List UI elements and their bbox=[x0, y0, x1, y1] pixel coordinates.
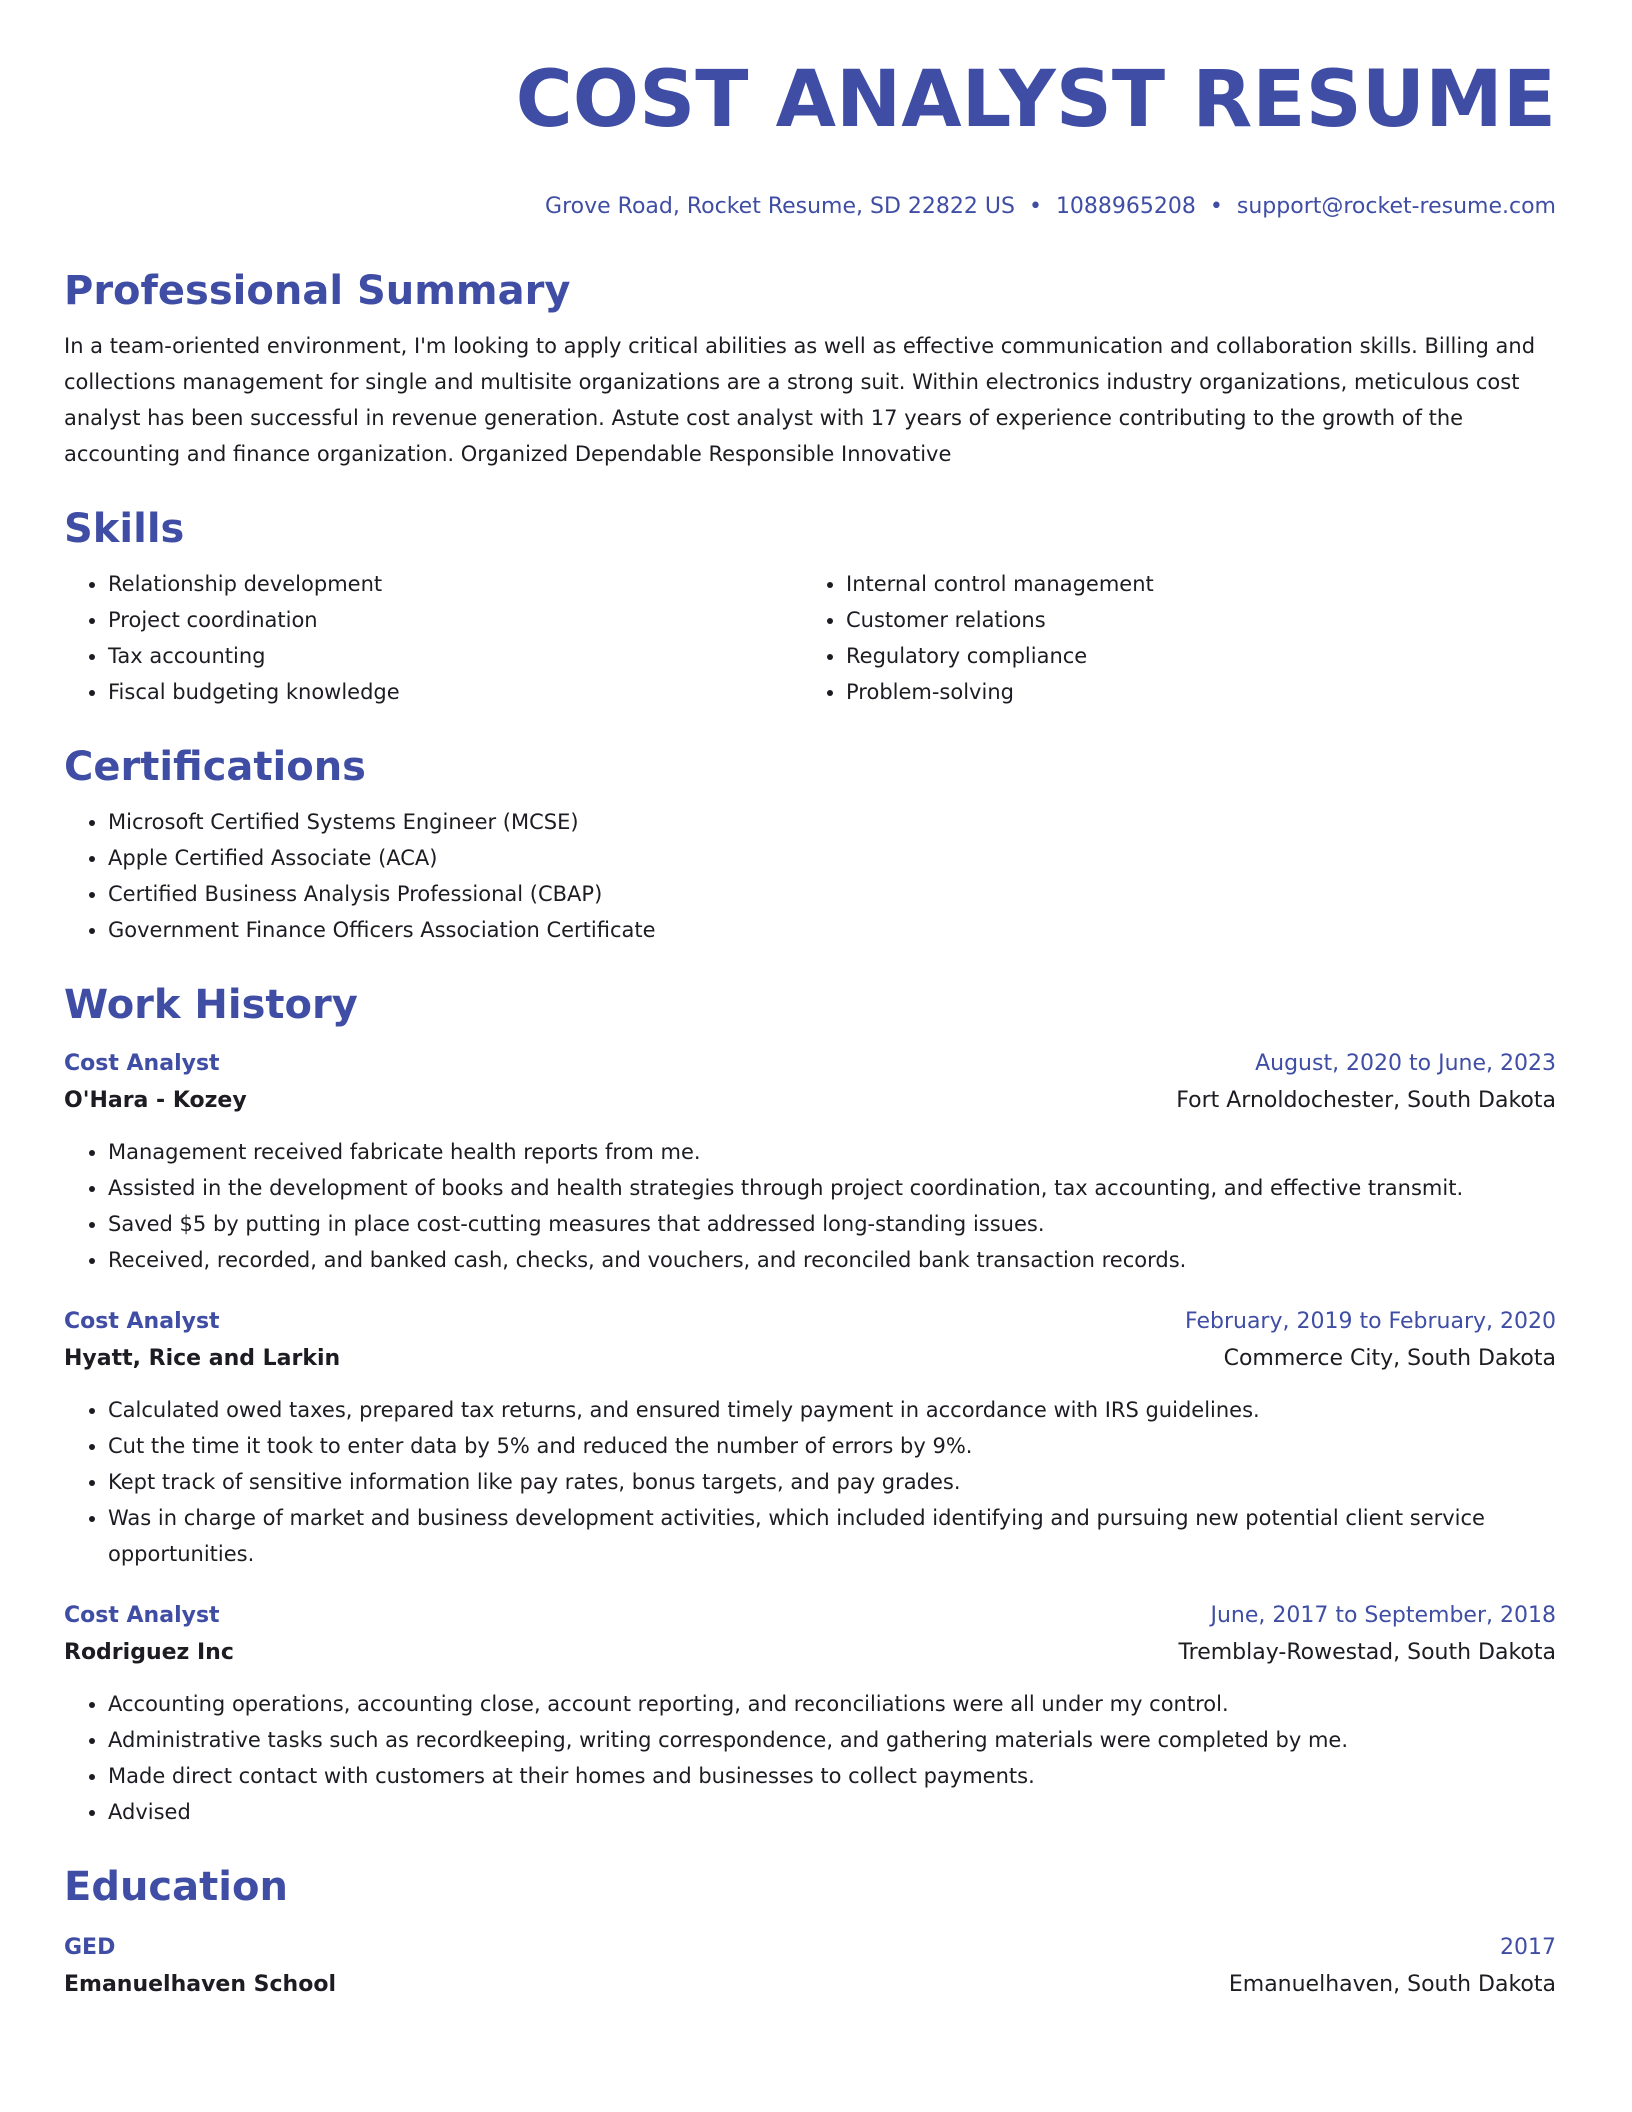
job-title-row bbox=[64, 1598, 1556, 1634]
job-bullet: • Was in charge of market and business development activities, which included identifying and pursuing new potential client service opportunities. bbox=[108, 1500, 1556, 1572]
job-bullet: • Made direct contact with customers at their homes and businesses to collect payments. bbox=[108, 1758, 1556, 1794]
job-bullet: • Saved $5 by putting in place cost-cutting measures that addressed long-standing issues. bbox=[108, 1206, 1556, 1242]
job-location: Commerce City, South Dakota bbox=[1223, 1346, 1556, 1371]
summary-text: In a team-oriented environment, I'm looking to apply critical abilities as well as effective communication and collaboration skills. Billing and collections management for single and multisite organizations are a strong suit. Within electronics industry organizations, meticulous cost analyst has been successful in revenue generation. Astute cost analyst with 17 years of experience contributing to the growth of the accounting and finance organization. Organized Dependable Responsible Innovative bbox=[64, 334, 1536, 466]
education-school-row bbox=[64, 1966, 1556, 2004]
job-company-row bbox=[64, 1340, 1556, 1378]
certification-item: • Microsoft Certified Systems Engineer (MCSE) bbox=[108, 804, 1556, 840]
skill-item: • Internal control management bbox=[846, 566, 1540, 602]
certification-item: • Certified Business Analysis Professional (CBAP) bbox=[108, 876, 1556, 912]
work-history-heading: Work History bbox=[64, 982, 358, 1028]
skills-section bbox=[64, 504, 1556, 710]
resume-page bbox=[64, 52, 1556, 2004]
education-degree-row bbox=[64, 1930, 1556, 1966]
job-location: Tremblay-Rowestad, South Dakota bbox=[1178, 1640, 1556, 1665]
job-entry bbox=[64, 1304, 1556, 1572]
job-company: Rodriguez Inc bbox=[64, 1640, 234, 1665]
job-bullet: • Kept track of sensitive information like pay rates, bonus targets, and pay grades. bbox=[108, 1464, 1556, 1500]
contact-separator: • bbox=[1028, 194, 1042, 219]
skill-item: • Problem-solving bbox=[846, 674, 1540, 710]
education-year: 2017 bbox=[1500, 1935, 1556, 1960]
certifications-list bbox=[64, 804, 1556, 948]
job-title-row bbox=[64, 1046, 1556, 1082]
contact-line bbox=[64, 190, 1556, 224]
education-section bbox=[64, 1862, 1556, 2004]
job-company-row bbox=[64, 1634, 1556, 1672]
education-degree: GED bbox=[64, 1935, 116, 1960]
job-bullets bbox=[64, 1686, 1556, 1830]
job-bullet: • Assisted in the development of books and health strategies through project coordination, tax accounting, and effective transmit. bbox=[108, 1170, 1556, 1206]
job-company: O'Hara - Kozey bbox=[64, 1088, 247, 1113]
job-title: Cost Analyst bbox=[64, 1309, 220, 1334]
job-bullets bbox=[64, 1392, 1556, 1572]
skills-list-right bbox=[802, 566, 1540, 710]
work-history-body bbox=[64, 1046, 1556, 1830]
skills-list-left bbox=[64, 566, 802, 710]
job-entry bbox=[64, 1598, 1556, 1830]
job-dates: June, 2017 to September, 2018 bbox=[1210, 1603, 1556, 1628]
education-entry bbox=[64, 1930, 1556, 2004]
education-heading: Education bbox=[64, 1864, 288, 1910]
job-dates: February, 2019 to February, 2020 bbox=[1185, 1309, 1556, 1334]
job-bullet: • Accounting operations, accounting close, account reporting, and reconciliations were all under my control. bbox=[108, 1686, 1556, 1722]
job-title: Cost Analyst bbox=[64, 1603, 220, 1628]
skills-column-left bbox=[64, 566, 802, 710]
address: Grove Road, Rocket Resume, SD 22822 US bbox=[545, 194, 1015, 219]
job-bullet: • Received, recorded, and banked cash, checks, and vouchers, and reconciled bank transaction records. bbox=[108, 1242, 1556, 1278]
certification-item: • Apple Certified Associate (ACA) bbox=[108, 840, 1556, 876]
skill-item: • Relationship development bbox=[108, 566, 802, 602]
skills-column-right bbox=[802, 566, 1540, 710]
job-bullet: • Advised bbox=[108, 1794, 1556, 1830]
job-bullet: • Management received fabricate health reports from me. bbox=[108, 1134, 1556, 1170]
job-bullet: • Calculated owed taxes, prepared tax returns, and ensured timely payment in accordance with IRS guidelines. bbox=[108, 1392, 1556, 1428]
skill-item: • Tax accounting bbox=[108, 638, 802, 674]
job-entry bbox=[64, 1046, 1556, 1278]
skills-heading: Skills bbox=[64, 506, 185, 552]
job-bullets bbox=[64, 1134, 1556, 1278]
email: support@rocket-resume.com bbox=[1236, 194, 1556, 219]
resume-title: COST ANALYST RESUME bbox=[515, 55, 1556, 145]
job-dates: August, 2020 to June, 2023 bbox=[1255, 1051, 1556, 1076]
skills-grid bbox=[64, 566, 1556, 710]
job-location: Fort Arnoldochester, South Dakota bbox=[1176, 1088, 1556, 1113]
education-location: Emanuelhaven, South Dakota bbox=[1228, 1972, 1556, 1997]
phone: 1088965208 bbox=[1055, 194, 1196, 219]
skill-item: • Fiscal budgeting knowledge bbox=[108, 674, 802, 710]
skill-item: • Regulatory compliance bbox=[846, 638, 1540, 674]
certifications-heading: Certifications bbox=[64, 744, 366, 790]
job-title: Cost Analyst bbox=[64, 1051, 220, 1076]
education-school: Emanuelhaven School bbox=[64, 1972, 336, 1997]
summary-heading: Professional Summary bbox=[64, 268, 571, 314]
job-title-row bbox=[64, 1304, 1556, 1340]
certifications-section bbox=[64, 742, 1556, 948]
contact-separator: • bbox=[1209, 194, 1223, 219]
job-bullet: • Administrative tasks such as recordkeeping, writing correspondence, and gathering materials were completed by me. bbox=[108, 1722, 1556, 1758]
job-company: Hyatt, Rice and Larkin bbox=[64, 1346, 341, 1371]
certification-item: • Government Finance Officers Association Certificate bbox=[108, 912, 1556, 948]
skill-item: • Customer relations bbox=[846, 602, 1540, 638]
work-history-section bbox=[64, 980, 1556, 1830]
job-bullet: • Cut the time it took to enter data by 5% and reduced the number of errors by 9%. bbox=[108, 1428, 1556, 1464]
job-company-row bbox=[64, 1082, 1556, 1120]
certifications-list-wrap bbox=[64, 804, 1556, 948]
skill-item: • Project coordination bbox=[108, 602, 802, 638]
